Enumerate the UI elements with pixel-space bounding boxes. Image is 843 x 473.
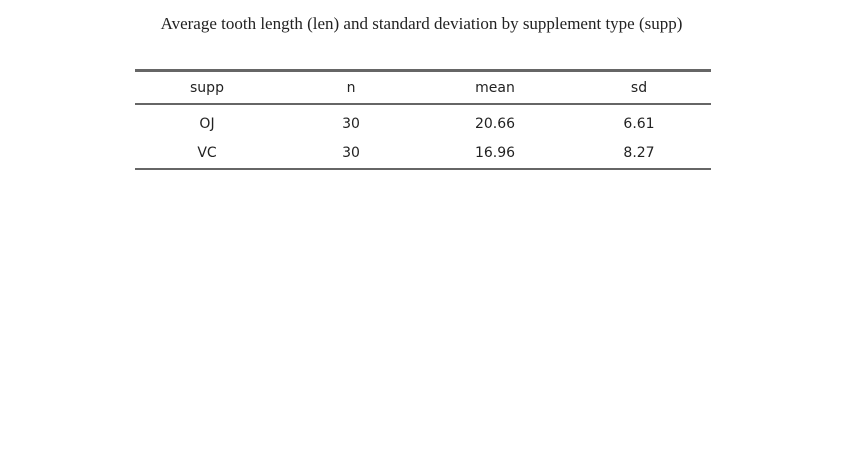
- column-header-mean: mean: [475, 79, 515, 96]
- cell-sd: 8.27: [623, 145, 655, 161]
- table-row: [135, 140, 711, 169]
- header-row: [135, 71, 711, 105]
- cell-n: 30: [342, 145, 360, 161]
- cell-n: 30: [342, 116, 360, 132]
- cell-supp: VC: [197, 145, 217, 161]
- column-header-sd: sd: [630, 79, 648, 96]
- summary-table: [135, 69, 711, 170]
- table-row: [135, 104, 711, 140]
- cell-sd: 6.61: [623, 116, 655, 132]
- cell-mean: 20.66: [474, 116, 516, 132]
- cell-mean: 16.96: [474, 145, 516, 161]
- cell-supp: OJ: [199, 116, 215, 132]
- column-header-n: n: [346, 79, 356, 96]
- table-caption: Average tooth length (len) and standard deviation by supplement type (supp): [160, 14, 683, 33]
- column-header-supp: supp: [190, 79, 224, 96]
